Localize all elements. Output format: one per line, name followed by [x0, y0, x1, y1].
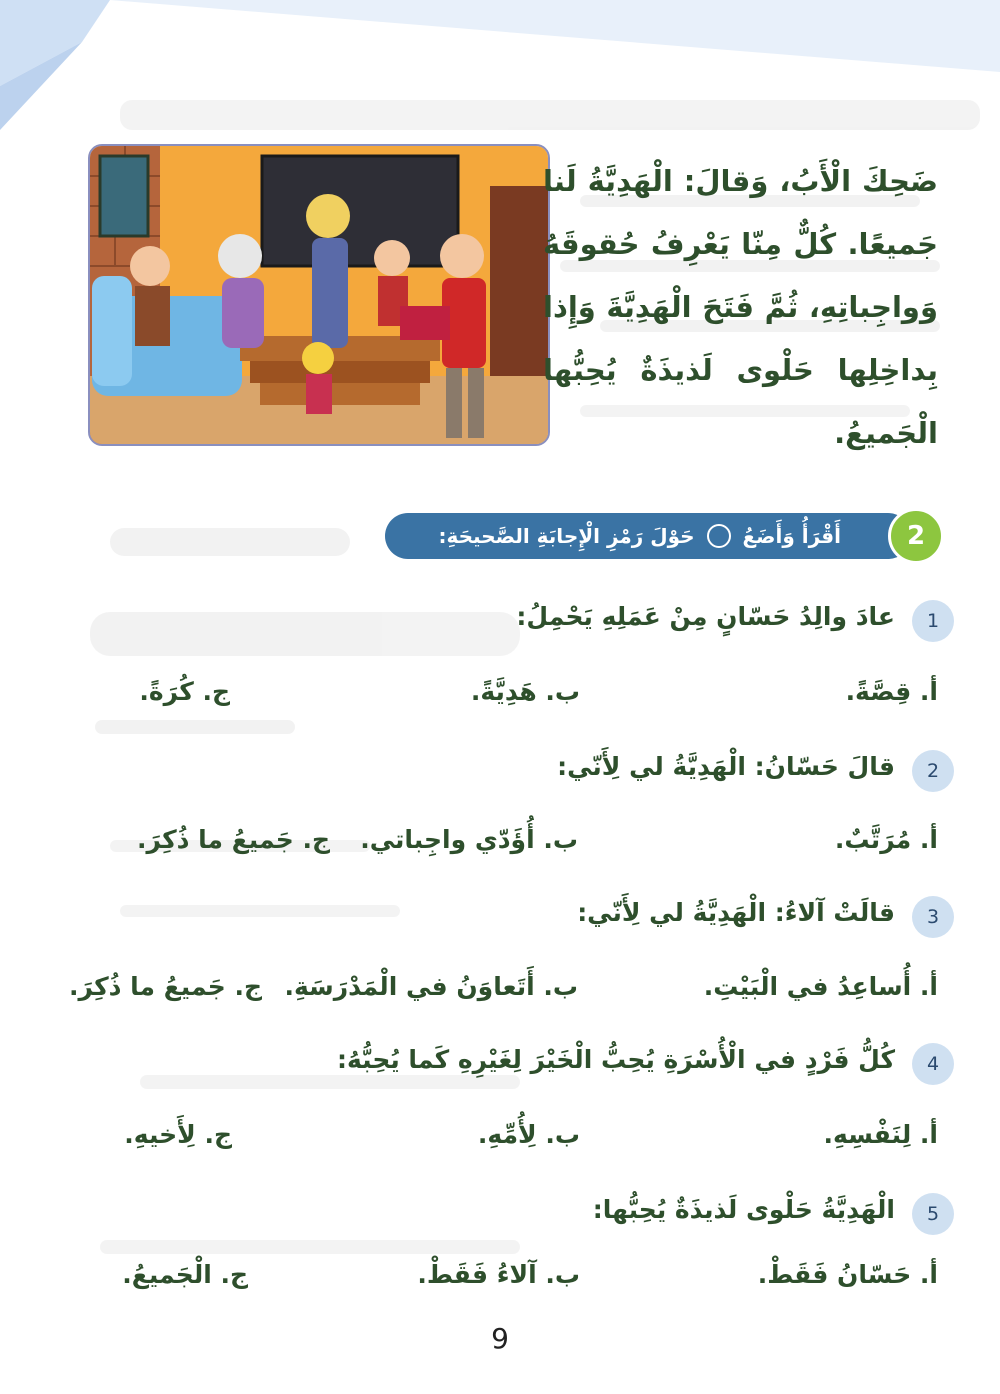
question-text: عادَ والِدُ حَسّانٍ مِنْ عَمَلِهِ يَحْمِلُ: [516, 602, 895, 631]
option-c[interactable]: ج. الْجَميعُ. [122, 1260, 248, 1289]
question-number-badge: 2 [912, 750, 954, 792]
option-c[interactable]: ج. جَميعُ ما ذُكِرَ. [137, 825, 330, 854]
question-number-badge: 5 [912, 1193, 954, 1235]
instruction-after: حَوْلَ رَمْزِ الْإِجابَةِ الصَّحيحَةِ: [438, 524, 695, 548]
instruction-bar [385, 513, 911, 559]
question-text: قالَ حَسّانُ: الْهَدِيَّةُ لي لِأَنّي: [557, 752, 895, 781]
family-room-scene-icon [90, 146, 550, 446]
option-b[interactable]: ب. هَدِيَّةً. [470, 677, 580, 706]
option-c[interactable]: ج. لِأَخيهِ. [124, 1120, 232, 1149]
instruction-before: أَقْرَأُ وَأَضَعُ [742, 524, 841, 548]
option-c[interactable]: ج. كُرَةً. [139, 677, 230, 706]
family-illustration [88, 144, 550, 446]
question-text: كُلُّ فَرْدٍ في الْأُسْرَةِ يُحِبُّ الْخَيْرَ لِغَيْرِهِ كَما يُحِبُّهُ: [336, 1045, 895, 1074]
option-c[interactable]: ج. جَميعُ ما ذُكِرَ. [69, 972, 262, 1001]
question-number-badge: 4 [912, 1043, 954, 1085]
option-b[interactable]: ب. لِأُمِّهِ. [477, 1120, 580, 1149]
question-text: قالَتْ آلاءُ: الْهَدِيَّةُ لي لِأَنّي: [577, 898, 895, 927]
question-number-badge: 1 [912, 600, 954, 642]
option-b[interactable]: ب. أَتَعاوَنُ في الْمَدْرَسَةِ. [284, 972, 578, 1001]
story-paragraph: ضَحِكَ الْأَبُ، وَقالَ: الْهَدِيَّةُ لَنا جَميعًا. كُلٌّ مِنّا يَعْرِفُ حُقوقَهُ وَواجِباتِهِ، ثُمَّ فَتَحَ الْهَدِيَّةَ وَإِذا بِداخِلِها حَلْوى لَذيذَةٌ يُحِبُّها الْجَميعُ. [543, 164, 938, 450]
instruction-text [439, 519, 841, 553]
option-a[interactable]: أ. لِنَفْسِهِ. [823, 1120, 938, 1149]
exercise-number-badge: 2 [888, 508, 944, 564]
page-number: 9 [491, 1322, 509, 1355]
option-a[interactable]: أ. أُساعِدُ في الْبَيْتِ. [703, 972, 938, 1001]
option-b[interactable]: ب. أُؤَدّي واجِباتي. [360, 825, 578, 854]
question-text: الْهَدِيَّةُ حَلْوى لَذيذَةٌ يُحِبُّها: [592, 1195, 895, 1224]
option-a[interactable]: أ. مُرَتَّبٌ. [834, 825, 938, 854]
option-a[interactable]: أ. حَسّانُ فَقَطْ. [757, 1260, 938, 1289]
circle-icon [707, 524, 731, 548]
option-b[interactable]: ب. آلاءُ فَقَطْ. [417, 1260, 580, 1289]
option-a[interactable]: أ. قِصَّةً. [845, 677, 938, 706]
question-number-badge: 3 [912, 896, 954, 938]
